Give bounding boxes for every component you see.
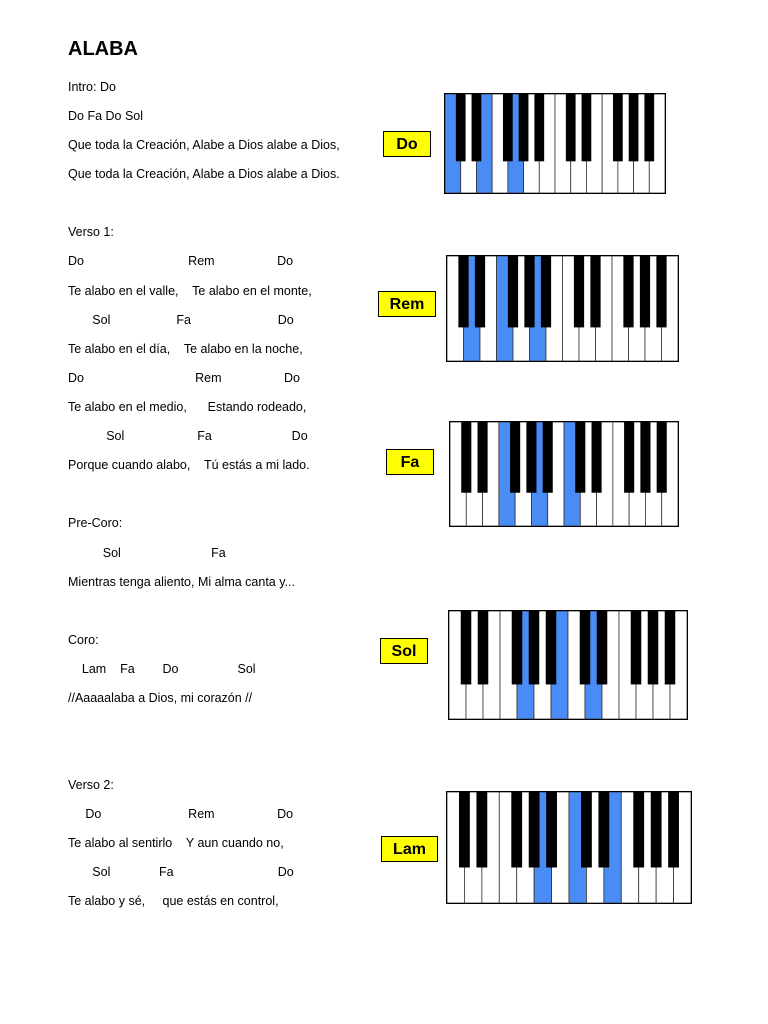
black-key	[623, 256, 633, 327]
black-key	[503, 94, 513, 161]
black-key	[592, 422, 602, 493]
lyric-line: Te alabo en el medio, Estando rodeado,	[68, 400, 307, 414]
lyric-line: Te alabo en el valle, Te alabo en el monte,	[68, 284, 312, 298]
lyric-line: Porque cuando alabo, Tú estás a mi lado.	[68, 458, 310, 472]
black-key	[590, 256, 600, 327]
black-key	[461, 422, 471, 493]
black-key	[475, 256, 485, 327]
intro-line: Intro: Do	[68, 80, 116, 94]
black-key	[644, 94, 654, 161]
black-key	[476, 792, 487, 867]
chord-line: Do Rem Do	[68, 254, 294, 268]
black-key	[648, 611, 659, 684]
black-key	[472, 94, 482, 161]
lyric-line: Que toda la Creación, Alabe a Dios alabe a Dios.	[68, 167, 340, 181]
black-key	[512, 611, 523, 684]
black-key	[613, 94, 623, 161]
black-key	[597, 611, 608, 684]
piano-keyboard-sol	[448, 610, 688, 720]
black-key	[574, 256, 584, 327]
lyric-line: //Aaaaalaba a Dios, mi corazón //	[68, 691, 253, 705]
lyric-line: Te alabo en el día, Te alabo en la noche,	[68, 342, 303, 356]
black-key	[510, 422, 520, 493]
section-heading: Coro:	[68, 633, 99, 647]
black-key	[575, 422, 585, 493]
lyric-line: Te alabo y sé, que estás en control,	[68, 894, 279, 908]
chord-line: Sol Fa Do	[68, 865, 294, 879]
black-key	[524, 256, 534, 327]
black-key	[519, 94, 529, 161]
black-key	[456, 94, 466, 161]
chord-line: Do Rem Do	[68, 371, 300, 385]
chord-label-sol: Sol	[380, 638, 428, 664]
black-key	[657, 422, 667, 493]
black-key	[526, 422, 536, 493]
song-title: ALABA	[68, 38, 138, 60]
chord-line: Sol Fa	[68, 546, 226, 560]
black-key	[668, 792, 679, 867]
black-key	[598, 792, 609, 867]
chord-label-do: Do	[383, 131, 431, 157]
piano-keyboard-rem	[446, 255, 679, 362]
black-key	[566, 94, 576, 161]
lyric-line: Mientras tenga aliento, Mi alma canta y...	[68, 575, 295, 589]
chord-line: Do Fa Do Sol	[68, 109, 144, 123]
black-key	[546, 611, 557, 684]
black-key	[640, 256, 650, 327]
section-heading: Verso 1:	[68, 225, 114, 239]
chord-label-fa: Fa	[386, 449, 434, 475]
black-key	[511, 792, 522, 867]
black-key	[459, 792, 470, 867]
black-key	[478, 422, 488, 493]
chord-line: Lam Fa Do Sol	[68, 662, 256, 676]
black-key	[580, 611, 591, 684]
black-key	[665, 611, 676, 684]
chord-line: Do Rem Do	[68, 807, 294, 821]
section-heading: Pre-Coro:	[68, 516, 123, 530]
black-key	[478, 611, 489, 684]
section-heading: Verso 2:	[68, 778, 114, 792]
chord-label-lam: Lam	[381, 836, 438, 862]
black-key	[651, 792, 662, 867]
piano-keyboard-lam	[446, 791, 692, 904]
black-key	[581, 792, 592, 867]
lyric-line: Que toda la Creación, Alabe a Dios alabe a Dios,	[68, 138, 340, 152]
piano-keyboard-do	[444, 93, 666, 194]
chord-line: Sol Fa Do	[68, 429, 308, 443]
black-key	[458, 256, 468, 327]
black-key	[631, 611, 642, 684]
black-key	[541, 256, 551, 327]
lyric-line: Te alabo al sentirlo Y aun cuando no,	[68, 836, 284, 850]
black-key	[582, 94, 592, 161]
black-key	[543, 422, 553, 493]
black-key	[546, 792, 557, 867]
piano-keyboard-fa	[449, 421, 679, 527]
black-key	[508, 256, 518, 327]
black-key	[529, 611, 540, 684]
black-key	[534, 94, 544, 161]
black-key	[461, 611, 472, 684]
black-key	[529, 792, 540, 867]
black-key	[656, 256, 666, 327]
black-key	[624, 422, 634, 493]
black-key	[629, 94, 639, 161]
chord-label-rem: Rem	[378, 291, 436, 317]
black-key	[633, 792, 644, 867]
black-key	[640, 422, 650, 493]
chord-line: Sol Fa Do	[68, 313, 294, 327]
